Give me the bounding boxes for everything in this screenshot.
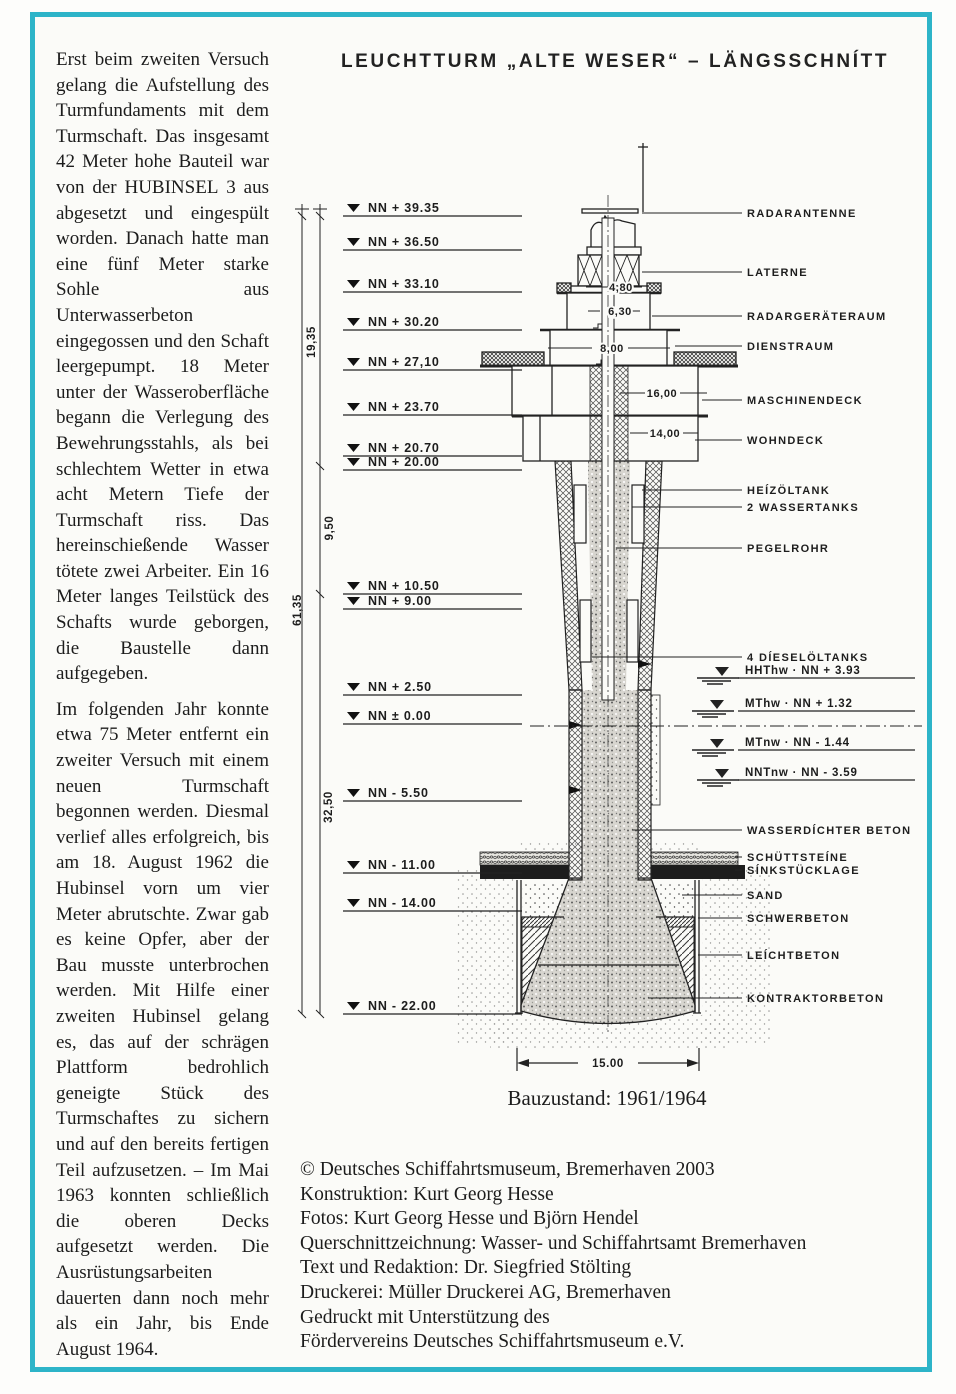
dim-total: 61,35: [292, 594, 304, 626]
article-paragraph-1: Erst beim zweiten Versuch gelang die Aufstellung des Turmfundaments mit dem Turmschaft. Das insgesamt 42 Meter hohe Bauteil war von der HUBINSEL 3 aus abgesetzt und eingespült worden. Danach hatte man eine fünf Meter starke Sohle aus Unterwasserbeton eingegossen und den Schaft leergepumpt. 18 Meter unter der Wasseroberfläche begann die Verlegung des Bewehrungsstahls, als bei schlechtem Wetter in etwa acht Metern Tiefe der Turmschaft riss. Das hereinschießende Wasser tötete zwei Arbeiter. Ein 16 Meter langes Teilstück des Schafts wurde geborgen, die Baustelle dann aufgegeben.: [56, 49, 269, 685]
elevation-label-6: NN + 20.70: [368, 441, 440, 455]
part-label-maschinendeck: MASCHINENDECK: [747, 395, 863, 407]
drawing-caption: Bauzustand: 1961/1964: [507, 1086, 707, 1110]
elevation-label-9: NN + 9.00: [368, 594, 432, 608]
page-title: LEUCHTTURM „ALTE WESER“ – LÄNGSSCHNÍTT: [340, 51, 890, 72]
part-label-radargeraeteraum: RADARGERÄTERAUM: [747, 311, 887, 323]
part-label-laterne: LATERNE: [747, 267, 808, 279]
credit-line-fotos: Fotos: Kurt Georg Hesse und Björn Hendel: [300, 1208, 639, 1230]
dim-800: 8,00: [600, 343, 624, 355]
credit-line-redaktion: Text und Redaktion: Dr. Siegfried Stölting: [300, 1257, 632, 1279]
elevation-label-8: NN + 10.50: [368, 579, 440, 593]
credits-block: [300, 1158, 900, 1355]
dim-630: 6,30: [608, 306, 632, 318]
part-label-radarantenne: RADARANTENNE: [747, 208, 857, 220]
tide-label-hhthw: HHThw · NN + 3.93: [745, 665, 861, 677]
part-label-dieseloeltanks: 4 DÍESELÖLTANKS: [747, 652, 869, 664]
part-label-wassertanks: 2 WASSERTANKS: [747, 502, 860, 514]
elevation-label-10: NN + 2.50: [368, 680, 432, 694]
dim-480: 4,80: [609, 282, 633, 294]
elevation-label-1: NN + 36.50: [368, 235, 440, 249]
part-label-dienstraum: DIENSTRAUM: [747, 341, 835, 353]
credit-line-foerderverein: Fördervereins Deutsches Schiffahrtsmuseum e.V.: [300, 1331, 685, 1353]
elevation-label-15: NN - 22.00: [368, 999, 437, 1013]
part-label-wohndeck: WOHNDECK: [747, 435, 825, 447]
article-paragraph-2: Im folgenden Jahr konnte etwa 75 Meter entfernt ein zweiter Versuch mit einem neuen Turmschaft begonnen werden. Diesmal verlief alles erfolgreich, bis am 18. August 1962 die Hubinsel vorn um vier Meter abrutschte. Zwar gab es keine Opfer, aber der Bau musste unterbrochen werden. Mit Hilfe einer zweiten Hubinsel gelang es, das auf der schrägen Plattform bedrohlich geneigte Stück des Turmschaftes zu sichern und auf den bereits fertigen Teil aufzusetzen. – Im Mai 1963 konnten schließlich die oberen Decks aufgesetzt werden. Die Ausrüstungsarbeiten dauerten dann noch mehr als ein Jahr, bis Ende August 1964.: [56, 698, 269, 1360]
elevation-label-14: NN - 14.00: [368, 896, 437, 910]
dim-1400: 14,00: [649, 428, 681, 440]
elevation-label-4: NN + 27,10: [368, 355, 440, 369]
dim-base-width: 15.00: [592, 1058, 624, 1070]
credit-line-unterstuetzung: Gedruckt mit Unterstützung des: [300, 1306, 550, 1328]
part-label-sinkstuecklage: SÍNKSTÜCKLAGE: [747, 865, 860, 877]
credit-line-konstruktion: Konstruktion: Kurt Georg Hesse: [300, 1183, 554, 1205]
credit-line-copyright: © Deutsches Schiffahrtsmuseum, Bremerhaven 2003: [300, 1159, 715, 1180]
elevation-label-7: NN + 20.00: [368, 455, 440, 469]
article-text-column: [56, 47, 269, 1372]
part-label-schwerbeton: SCHWERBETON: [747, 913, 850, 925]
lighthouse-longitudinal-section-drawing: [290, 100, 940, 1080]
part-label-kontraktorbeton: KONTRAKTORBETON: [747, 993, 885, 1005]
elevation-label-3: NN + 30.20: [368, 315, 440, 329]
part-label-wasserdichter-beton: WASSERDÍCHTER BETON: [747, 825, 912, 837]
elevation-label-5: NN + 23.70: [368, 400, 440, 414]
part-label-schuettsteine: SCHÜTTSTEÍNE: [747, 852, 849, 864]
tide-label-mtnw: MTnw · NN - 1.44: [745, 737, 850, 749]
dim-1600: 16,00: [646, 388, 678, 400]
elevation-label-0: NN + 39.35: [368, 201, 440, 215]
dim-lower: 32,50: [323, 791, 335, 823]
tide-label-mthw: MThw · NN + 1.32: [745, 698, 853, 710]
elevation-label-2: NN + 33.10: [368, 277, 440, 291]
part-label-leichtbeton: LEÍCHTBETON: [747, 950, 841, 962]
credit-line-druckerei: Druckerei: Müller Druckerei AG, Bremerhaven: [300, 1281, 671, 1303]
elevation-label-11: NN ± 0.00: [368, 709, 432, 723]
part-label-heizoeltank: HEÍZÖLTANK: [747, 485, 831, 497]
tide-label-nntnw: NNTnw · NN - 3.59: [745, 767, 858, 779]
elevation-label-12: NN - 5.50: [368, 786, 429, 800]
part-label-sand: SAND: [747, 890, 784, 902]
dim-mid: 9,50: [324, 515, 336, 541]
dim-upper: 19,35: [306, 326, 318, 358]
elevation-label-13: NN - 11.00: [368, 858, 436, 872]
credit-line-querschnittzeichnung: Querschnittzeichnung: Wasser- und Schiffahrtsamt Bremerhaven: [300, 1232, 807, 1254]
tide-level-lines: [738, 678, 915, 780]
part-label-pegelrohr: PEGELROHR: [747, 543, 830, 555]
